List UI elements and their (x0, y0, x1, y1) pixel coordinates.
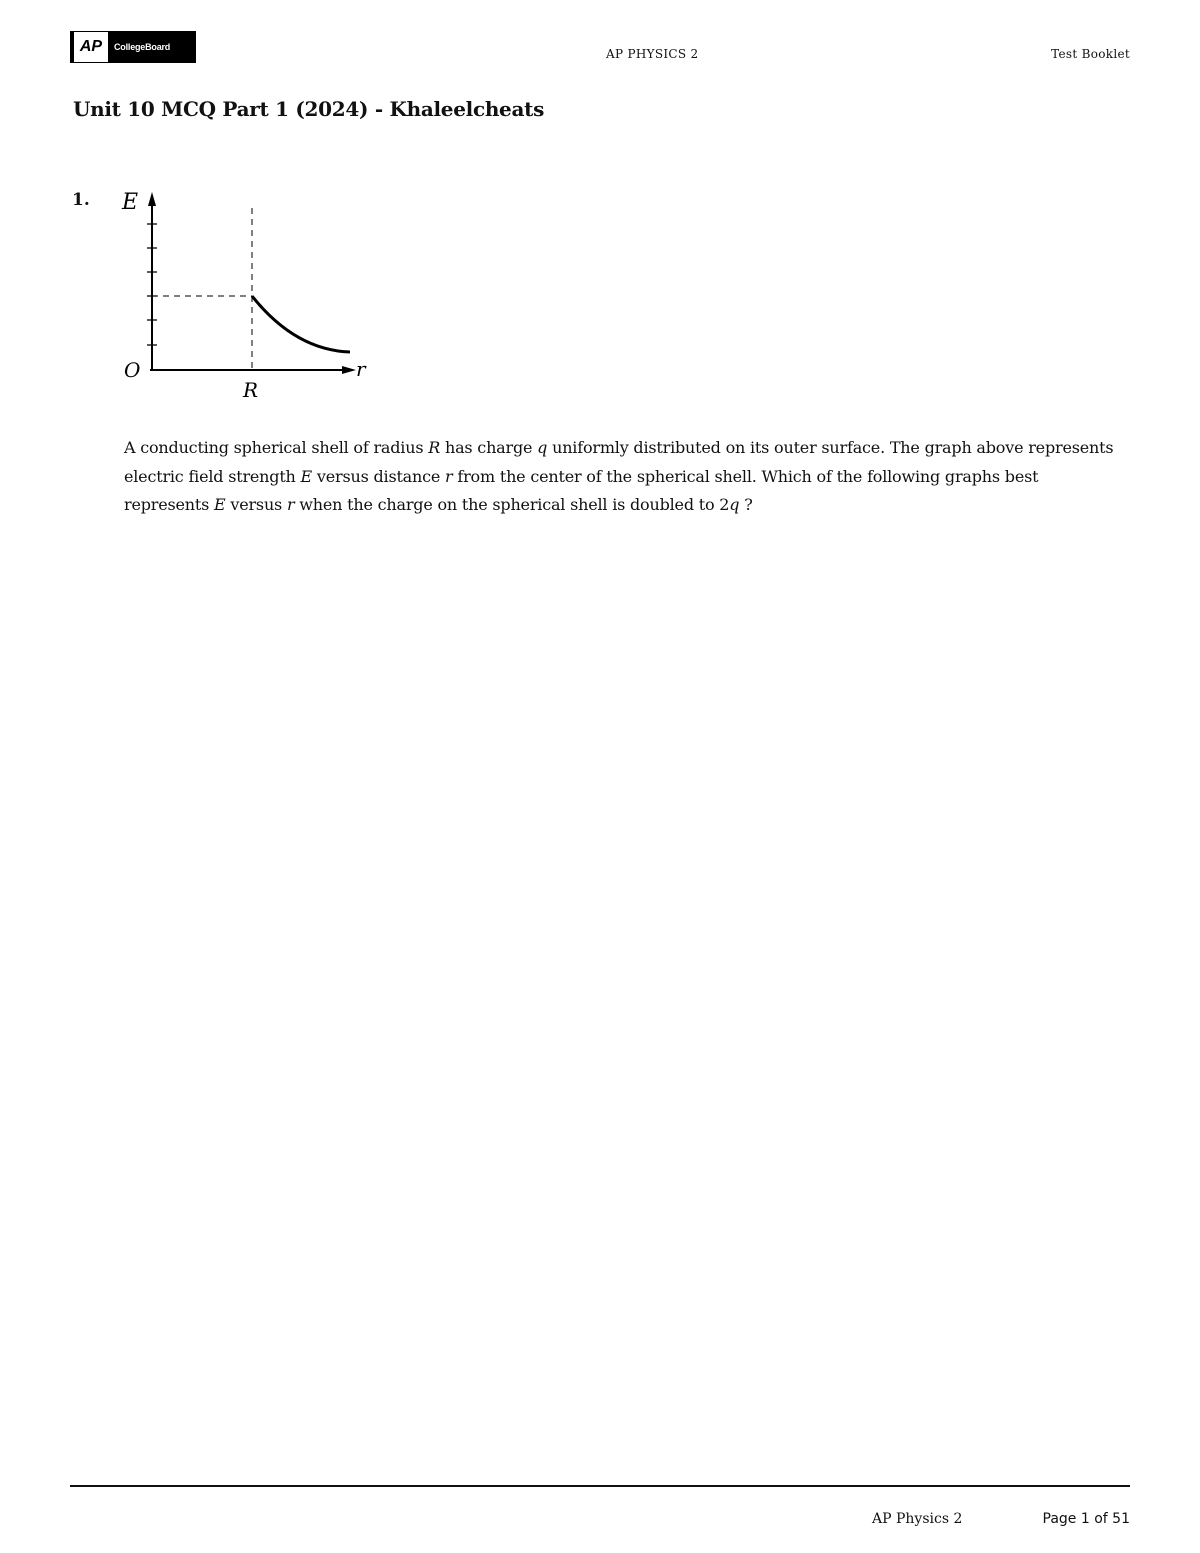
question-text (124, 434, 1124, 520)
variable-r: r (286, 495, 295, 514)
page-title: Unit 10 MCQ Part 1 (2024) - Khaleelcheats (73, 97, 545, 121)
footer-course: AP Physics 2 (872, 1511, 963, 1527)
y-axis-label: E (122, 190, 139, 215)
question-number: 1. (72, 190, 90, 210)
question-text-part: has charge (440, 438, 538, 457)
variable-E: E (300, 466, 313, 486)
radius-label: R (243, 378, 259, 402)
ap-logo-mark: AP (74, 32, 108, 62)
y-axis-arrow (148, 192, 156, 206)
question-text-part: from the center of the spherical shell. Which of the following graphs best represents (124, 466, 1039, 514)
variable-R: R (428, 438, 441, 457)
question-text-part: ? (739, 495, 753, 514)
collegeboard-wordmark: CollegeBoard (114, 42, 171, 52)
question-text-part: when the charge on the spherical shell is doubled to 2 (294, 495, 730, 514)
footer-divider (70, 1485, 1130, 1487)
variable-q: q (729, 495, 740, 514)
header-booklet-label: Test Booklet (1051, 47, 1130, 61)
x-axis-arrow (342, 366, 356, 374)
question-text-part: uniformly distributed on its outer surface. The graph above represents electric field strength (124, 438, 1114, 486)
ap-collegeboard-logo (70, 31, 196, 63)
variable-r: r (445, 466, 453, 486)
question-text-part: A conducting spherical shell of radius (124, 438, 429, 457)
header-subject: AP PHYSICS 2 (606, 47, 699, 61)
variable-E: E (214, 495, 226, 514)
x-axis-label: r (356, 357, 366, 381)
origin-label: O (124, 358, 141, 382)
electric-field-graph (110, 180, 380, 405)
field-curve (252, 296, 350, 352)
footer-page-number: Page 1 of 51 (1042, 1511, 1130, 1527)
question-text-part: versus (225, 495, 287, 514)
question-text-part: versus distance (312, 466, 446, 486)
variable-q: q (537, 438, 548, 457)
